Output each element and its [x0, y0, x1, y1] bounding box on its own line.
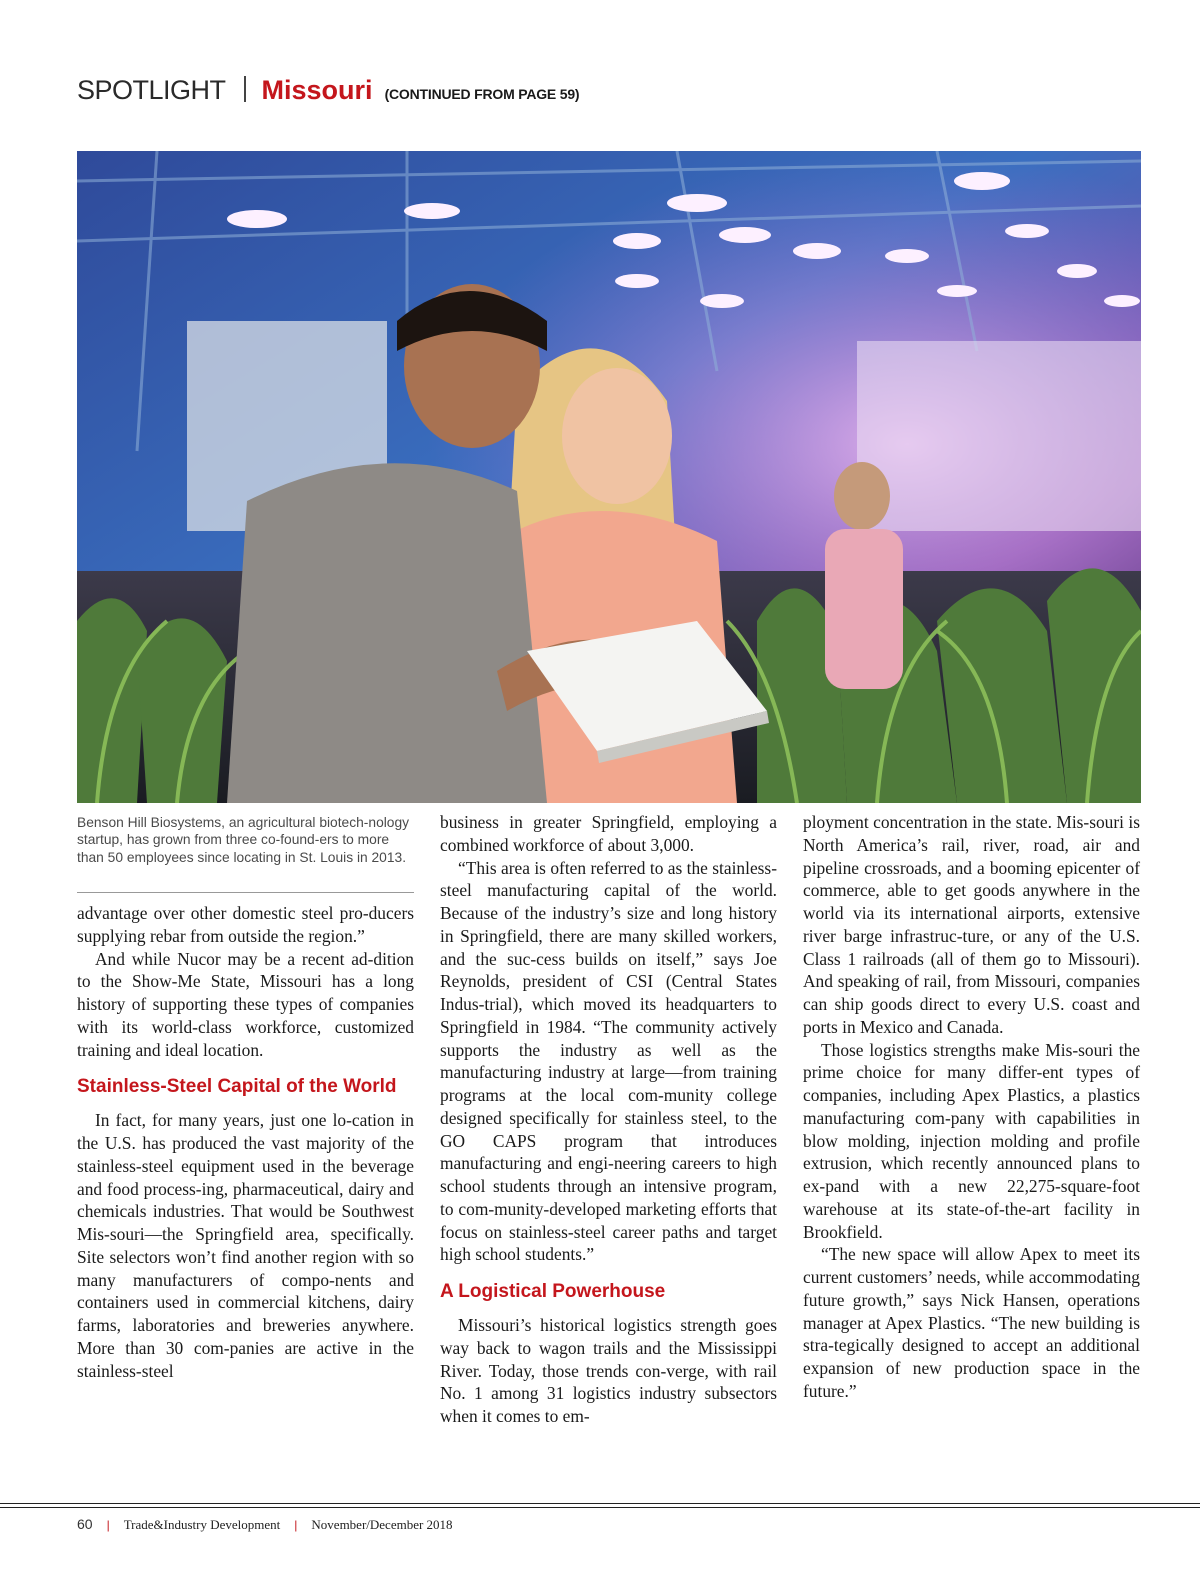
- paragraph: Those logistics strengths make Mis-souri the prime choice for many differ-ent types of companies, including Apex Plastics, a plastics manufacturing com-pany with capabilities in blow molding, injection molding and profile extrusion, which recently announced plans to ex-pand with a new 22,275-square-foot warehouse at its state-of-the-art facility in Brookfield.: [803, 1039, 1140, 1242]
- page-number: 60: [77, 1516, 93, 1532]
- section-label: SPOTLIGHT: [77, 75, 226, 105]
- article-column-2: [440, 811, 777, 1428]
- publication-name: Trade&Industry Development: [123, 1517, 281, 1532]
- paragraph: Missouri’s historical logistics strength goes way back to wagon trails and the Mississippi River. Today, those trends con-verge, with rail No. 1 among 31 logistics industry subsectors when it comes to em-: [440, 1315, 777, 1426]
- page-header: [77, 73, 579, 106]
- footer-rule: [0, 1507, 1200, 1508]
- caption-divider: [77, 892, 414, 893]
- footer-rule: [0, 1503, 1200, 1504]
- article-column-1: [77, 902, 414, 1382]
- photo-caption: Benson Hill Biosystems, an agricultural biotech-nology startup, has grown from three co-found-ers to more than 50 employees since locating in St. Louis in 2013.: [77, 815, 410, 865]
- greenhouse-photo-icon: [77, 151, 1141, 803]
- paragraph: “This area is often referred to as the stainless-steel manufacturing capital of the world. Because of the industry’s size and long history in Springfield, there are many skilled workers, and the suc-cess builds on itself,” says Joe Reynolds, president of CSI (Central States Indus-trial), which moved its headquarters to Springfield in 1984. “The community actively supports the industry as well as the manufacturing industry at large—from training programs at the local com-munity college designed specifically for stainless steel, to the GO CAPS program that introduces manufacturing and engi-neering careers to high school students through an intensive program, to com-munity-developed marketing efforts that focus on stainless-steel career paths and target high school students.”: [440, 857, 777, 1265]
- issue-date: November/December 2018: [311, 1517, 453, 1532]
- page-footer: [77, 1516, 453, 1533]
- paragraph: ployment concentration in the state. Mis-souri is North America’s rail, river, road, air and pipeline crossroads, and a booming epicenter of commerce, able to get goods anywhere in the world via its international airports, extensive river barge infrastruc-ture, or any of the U.S. Class 1 railroads (all of them go to Missouri). And speaking of rail, from Missouri, companies can ship goods direct to every U.S. coast and ports in Mexico and Canada.: [803, 812, 1140, 1037]
- section-heading: Stainless-Steel Capital of the World: [77, 1076, 397, 1098]
- paragraph: advantage over other domestic steel pro-ducers supplying rebar from outside the region.”: [77, 903, 414, 946]
- paragraph: “The new space will allow Apex to meet its current customers’ needs, while accommodating future growth,” says Nick Hansen, operations manager at Apex Plastics. “The new building is stra-tegically designed to accept an additional expansion of new production space in the future.”: [803, 1244, 1140, 1401]
- paragraph: business in greater Springfield, employing a combined workforce of about 3,000.: [440, 812, 777, 855]
- article-column-3: [803, 811, 1140, 1403]
- section-heading: A Logistical Powerhouse: [440, 1281, 666, 1302]
- greenhouse-photo: [77, 151, 1141, 803]
- header-divider: [244, 76, 246, 102]
- paragraph: In fact, for many years, just one lo-cation in the U.S. has produced the vast majority of the stainless-steel equipment used in the beverage and food process-ing, pharmaceutical, dairy and chemicals industries. That would be Southwest Mis-souri—the Springfield area, specifically. Site selectors won’t find another region with so many manufacturers of compo-nents and containers used in commercial kitchens, dairy farms, laboratories and breweries anywhere. More than 30 com-panies are active in the stainless-steel: [77, 1110, 414, 1381]
- footer-separator: |: [294, 1518, 298, 1532]
- paragraph: And while Nucor may be a recent ad-dition to the Show-Me State, Missouri has a long history of supporting these types of companies with its world-class workforce, customized training and ideal location.: [77, 948, 414, 1060]
- state-title: Missouri: [261, 75, 373, 105]
- continued-note: (CONTINUED FROM PAGE 59): [384, 86, 580, 102]
- footer-separator: |: [106, 1518, 110, 1532]
